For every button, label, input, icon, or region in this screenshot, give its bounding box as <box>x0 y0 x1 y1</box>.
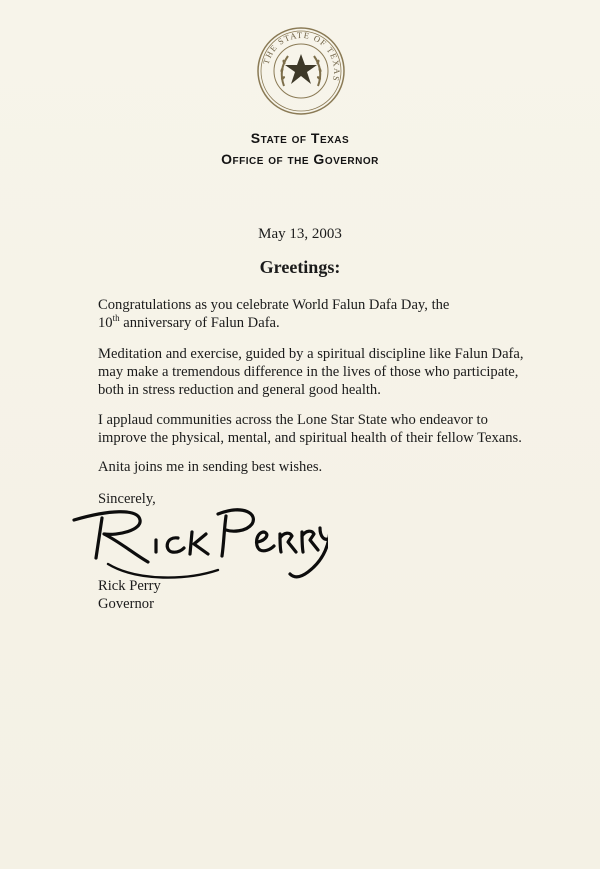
signer-name: Rick Perry <box>98 578 161 594</box>
paragraph-communities: I applaud communities across the Lone Star State who endeavor to improve the physical, mental, and spiritual health of their fellow Texans. <box>98 412 522 446</box>
paragraph-text: anniversary of Falun Dafa. <box>119 315 280 331</box>
letterhead-office: Office of the Governor <box>221 151 379 167</box>
signer-title: Governor <box>98 596 154 612</box>
letterhead-state: State of Texas <box>250 130 350 146</box>
svg-text:THE STATE OF TEXAS: THE STATE OF TEXAS <box>260 29 343 83</box>
paragraph-text: Congratulations as you celebrate World Falun Dafa Day, the <box>98 297 450 313</box>
state-seal-icon <box>256 26 346 116</box>
handwritten-signature <box>68 498 328 588</box>
closing-salutation: Sincerely, <box>98 491 156 507</box>
ordinal-number: 10 <box>98 315 113 331</box>
ordinal-suffix: th <box>112 313 120 324</box>
paragraph-congratulations <box>98 296 538 332</box>
letter-date: May 13, 2003 <box>258 226 342 242</box>
paragraph-wishes: Anita joins me in sending best wishes. <box>98 459 323 475</box>
greeting-heading: Greetings: <box>259 257 341 277</box>
paragraph-meditation: Meditation and exercise, guided by a spiritual discipline like Falun Dafa, may make a tremendous difference in the lives of those who participate, both in stress reduction and general good health. <box>98 346 524 398</box>
